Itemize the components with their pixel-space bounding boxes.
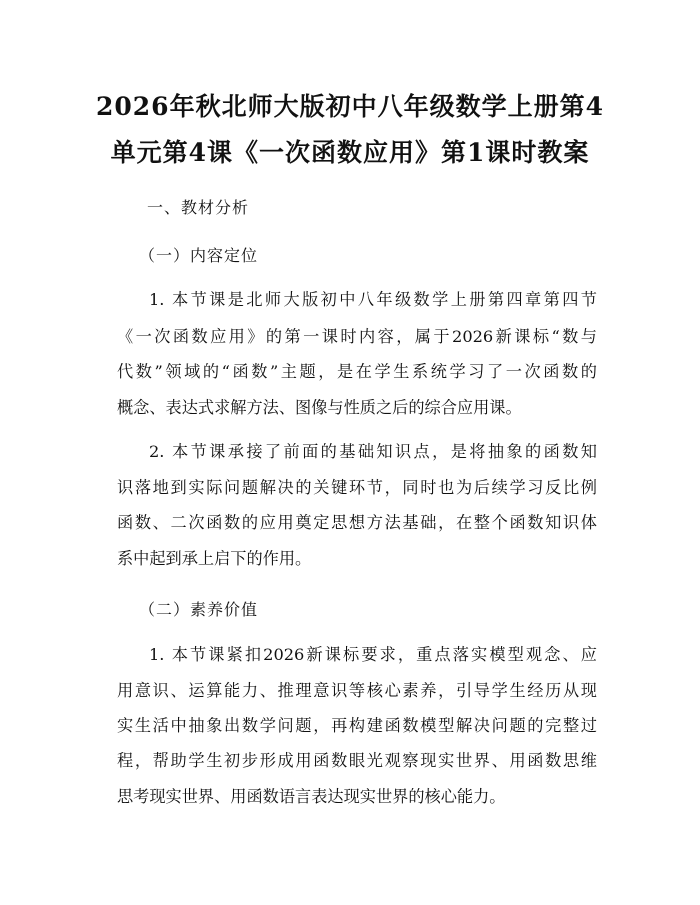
paragraph-line: 实生活中抽象出数学问题，再构建函数模型解决问题的完整过 <box>117 716 597 735</box>
paragraph-line: 系中起到承上启下的作用。 <box>117 549 312 568</box>
paragraph-line: 思考现实世界、用函数语言表达现实世界的核心能力。 <box>117 787 506 806</box>
subsection-heading-content-positioning: （一）内容定位 <box>139 246 259 265</box>
paragraph-line: 2. 本节课承接了前面的基础知识点，是将抽象的函数知 <box>149 442 597 461</box>
paragraph-line: 识落地到实际问题解决的关键环节，同时也为后续学习反比例 <box>117 478 597 497</box>
subsection-heading-literacy-value: （二）素养价值 <box>139 600 259 619</box>
paragraph-line: 用意识、运算能力、推理意识等核心素养，引导学生经历从现 <box>117 681 597 700</box>
section-heading-textbook-analysis: 一、教材分析 <box>147 198 250 217</box>
paragraph-line: 1. 本节课紧扣2026新课标要求，重点落实模型观念、应 <box>149 645 597 664</box>
paragraph-line: 《一次函数应用》的第一课时内容，属于2026新课标“数与 <box>117 327 597 346</box>
paragraph-line: 程，帮助学生初步形成用函数眼光观察现实世界、用函数思维 <box>117 751 597 770</box>
document-title-line-1: 2026年秋北师大版初中八年级数学上册第4 <box>96 92 604 121</box>
paragraph-line: 函数、二次函数的应用奠定思想方法基础，在整个函数知识体 <box>117 513 597 532</box>
paragraph-line: 概念、表达式求解方法、图像与性质之后的综合应用课。 <box>117 398 522 417</box>
document-title-line-2: 单元第4课《一次函数应用》第1课时教案 <box>110 138 590 167</box>
paragraph-line: 1. 本节课是北师大版初中八年级数学上册第四章第四节 <box>149 290 597 309</box>
paragraph-line: 代数”领域的“函数”主题，是在学生系统学习了一次函数的 <box>117 362 597 381</box>
